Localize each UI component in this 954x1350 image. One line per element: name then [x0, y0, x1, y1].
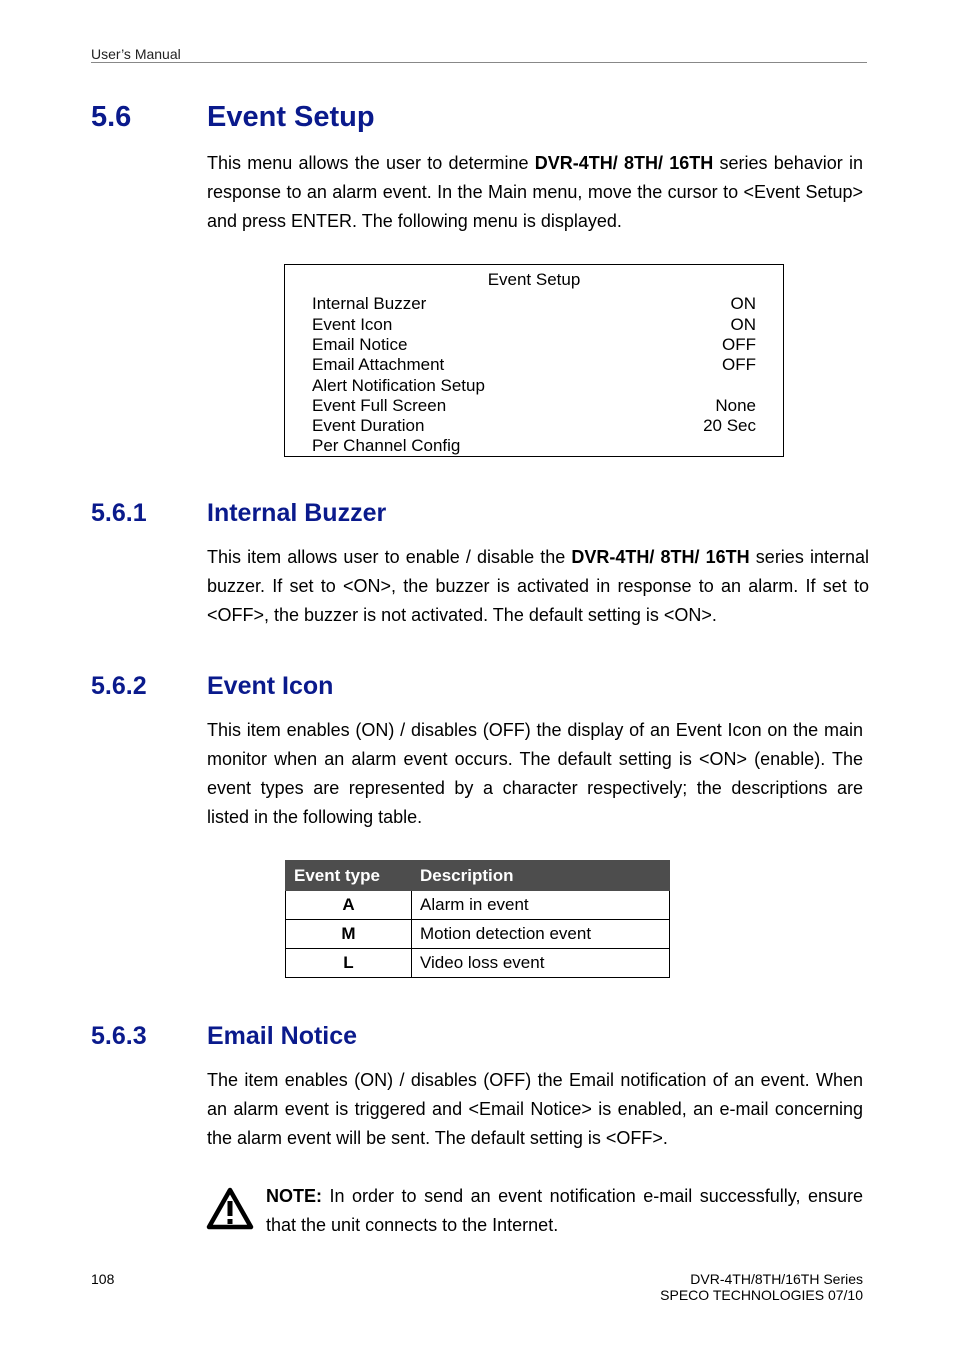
menu-row-value: None	[715, 396, 756, 415]
header-divider	[91, 62, 867, 63]
subsection-number: 5.6.1	[91, 499, 147, 527]
table-row	[286, 891, 670, 920]
email-notice-text: The item enables (ON) / disables (OFF) the Email notification of an event. When an alarm event is triggered and <Email Notice> is enabled, an e-mail concerning the alarm event will be sent. The default setting is <OFF>.	[207, 1070, 863, 1148]
menu-row	[312, 396, 756, 416]
subsection-title: Event Icon	[207, 672, 334, 700]
event-description-cell: Video loss event	[412, 949, 670, 978]
menu-row	[312, 294, 756, 314]
menu-row-label: Event Duration	[312, 416, 425, 435]
section-intro	[207, 149, 863, 236]
menu-row	[312, 335, 756, 355]
menu-row	[312, 436, 756, 456]
section-title: Event Setup	[207, 101, 375, 133]
event-description-cell: Alarm in event	[412, 891, 670, 920]
table-row	[286, 949, 670, 978]
table-header-row	[286, 861, 670, 891]
menu-row	[312, 315, 756, 335]
subsection-number: 5.6.3	[91, 1022, 147, 1050]
internal-buzzer-text	[207, 543, 869, 630]
menu-row	[312, 376, 756, 396]
menu-row	[312, 416, 756, 436]
event-type-cell: L	[286, 949, 412, 978]
note-body: In order to send an event notification e-mail successfully, ensure that the unit connects to the Internet.	[266, 1186, 863, 1235]
menu-row-label: Email Notice	[312, 335, 408, 354]
subsection-title: Internal Buzzer	[207, 499, 387, 527]
menu-row	[312, 355, 756, 375]
intro-text-a: This menu allows the user to determine	[207, 153, 535, 173]
menu-title: Event Setup	[487, 270, 581, 289]
buzzer-text-a: This item allows user to enable / disable the	[207, 547, 572, 567]
buzzer-product-name: DVR-4TH/ 8TH/ 16TH	[571, 547, 750, 567]
event-type-table	[285, 860, 670, 978]
event-type-cell: M	[286, 920, 412, 949]
footer-company: SPECO TECHNOLOGIES 07/10	[660, 1287, 863, 1303]
menu-row-value: OFF	[722, 355, 756, 374]
event-description-cell: Motion detection event	[412, 920, 670, 949]
menu-row-value: ON	[730, 315, 756, 334]
note-label: NOTE:	[266, 1186, 322, 1206]
menu-row-label: Internal Buzzer	[312, 294, 427, 313]
event-setup-menu	[284, 264, 784, 457]
running-header: User’s Manual	[91, 46, 181, 62]
menu-row-label: Per Channel Config	[312, 436, 461, 455]
warning-icon	[206, 1187, 254, 1231]
event-icon-text: This item enables (ON) / disables (OFF) the display of an Event Icon on the main monitor when an alarm event occurs. The default setting is <ON> (enable). The event types are represented by a character respectively; the descriptions are listed in the following table.	[207, 720, 863, 827]
page-number: 108	[91, 1271, 115, 1287]
menu-row-label: Email Attachment	[312, 355, 445, 374]
intro-product-name: DVR-4TH/ 8TH/ 16TH	[534, 153, 714, 173]
table-header-cell: Event type	[286, 861, 412, 891]
menu-row-value: ON	[730, 294, 756, 313]
event-type-cell: A	[286, 891, 412, 920]
menu-row-value: OFF	[722, 335, 756, 354]
subsection-number: 5.6.2	[91, 672, 147, 700]
subsection-title: Email Notice	[207, 1022, 358, 1050]
section-number: 5.6	[91, 101, 132, 133]
footer-info	[660, 1271, 863, 1303]
buzzer-text-b: series internal buzzer. If set to <ON>, the buzzer is activated in response to an alarm. If set to <OFF>, the buzzer is not activated. The default setting is <ON>.	[207, 547, 869, 625]
menu-row-label: Event Full Screen	[312, 396, 447, 415]
note-text	[266, 1182, 863, 1240]
intro-text-b: series behavior in response to an alarm event. In the Main menu, move the cursor to <Event Setup> and press ENTER. The following menu is displayed.	[207, 153, 863, 231]
menu-row-value: 20 Sec	[703, 416, 756, 435]
table-header-cell: Description	[412, 861, 670, 891]
menu-row-label: Event Icon	[312, 315, 393, 334]
table-row	[286, 920, 670, 949]
menu-row-label: Alert Notification Setup	[312, 376, 485, 395]
footer-series: DVR-4TH/8TH/16TH Series	[690, 1271, 863, 1287]
